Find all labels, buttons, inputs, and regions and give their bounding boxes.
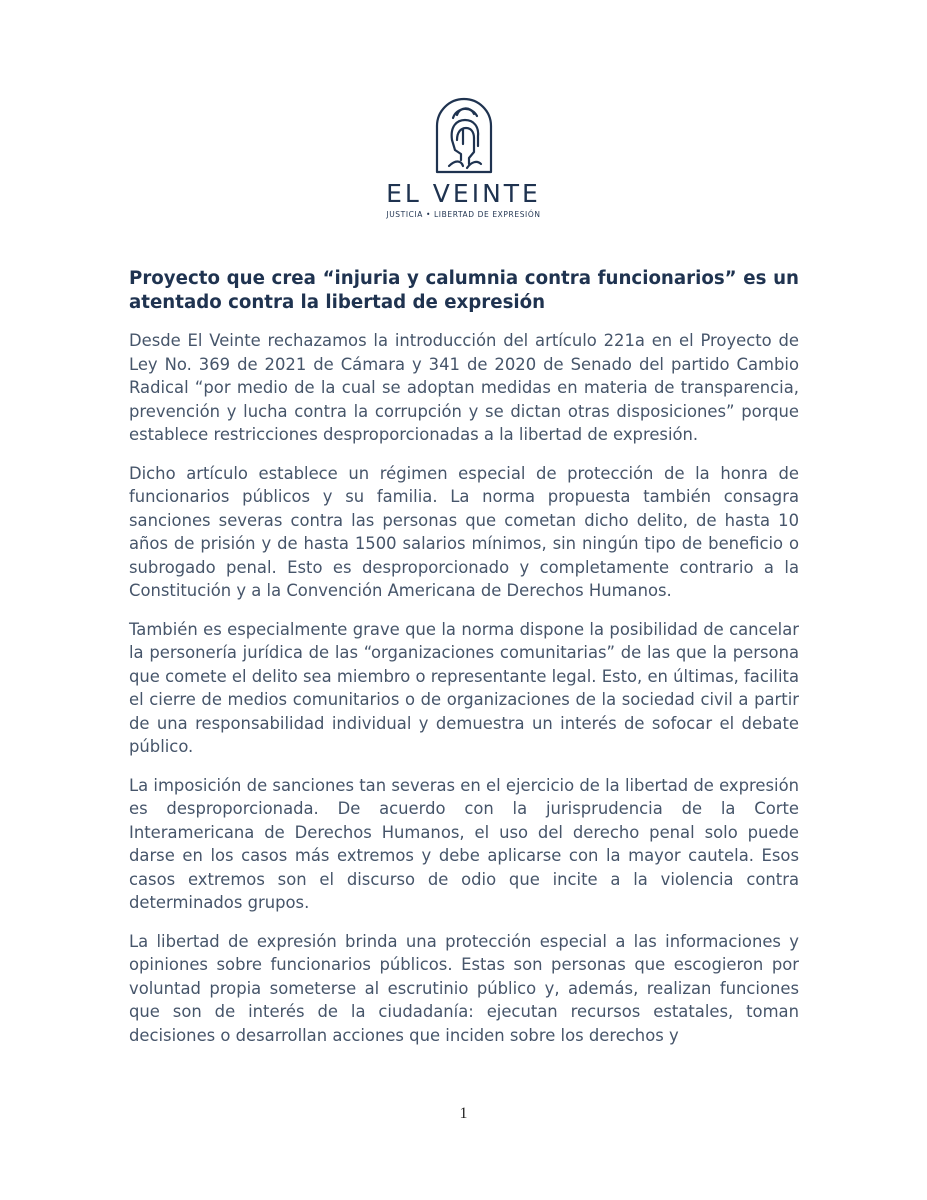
paragraph-1: Desde El Veinte rechazamos la introducción del artículo 221a en el Proyecto de Ley No. 369 de 2021 de Cámara y 341 de 2020 de Senado del partido Cambio Radical “por medio de la cual se adoptan medidas en materia de transparencia, prevención y lucha contra la corrupción y se dictan otras disposiciones” porque establece restricciones desproporcionadas a la libertad de expresión. xyxy=(129,331,799,444)
paragraph-4: La imposición de sanciones tan severas en el ejercicio de la libertad de expresión es desproporcionada. De acuerdo con la jurisprudencia de la Corte Interamericana de Derechos Humanos, el uso del derecho penal solo puede darse en los casos más extremos y debe aplicarse con la mayor cautela. Esos casos extremos son el discurso de odio que incite a la violencia contra determinados grupos. xyxy=(129,775,799,912)
paragraph-2: Dicho artículo establece un régimen especial de protección de la honra de funcionarios públicos y su familia. La norma propuesta también consagra sanciones severas contra las personas que cometan dicho delito, de hasta 10 años de prisión y de hasta 1500 salarios mínimos, sin ningún tipo de beneficio o subrogado penal. Esto es desproporcionado y completamente contrario a la Constitución y a la Convención Americana de Derechos Humanos. xyxy=(129,463,799,600)
helmet-arch-logo-icon xyxy=(433,96,495,174)
org-tagline: JUSTICIA • LIBERTAD DE EXPRESIÓN xyxy=(386,210,541,219)
page-number: 1 xyxy=(459,1105,468,1122)
paragraph-3: También es especialmente grave que la norma dispone la posibilidad de cancelar la personería jurídica de las “organizaciones comunitarias” de las que la persona que comete el delito sea miembro o representante legal. Esto, en últimas, facilita el cierre de medios comunitarios o de organizaciones de la sociedad civil a partir de una responsabilidad individual y demuestra un interés de sofocar el debate público. xyxy=(129,619,799,756)
document-body xyxy=(129,267,799,1062)
paragraph-5: La libertad de expresión brinda una protección especial a las informaciones y opiniones sobre funcionarios públicos. Estas son personas que escogieron por voluntad propia someterse al escrutinio público y, además, realizan funciones que son de interés de la ciudadanía: ejecutan recursos estatales, toman decisiones o desarrollan acciones que inciden sobre los derechos y xyxy=(129,931,799,1045)
document-title: Proyecto que crea “injuria y calumnia contra funcionarios” es un atentado contra la libertad de expresión xyxy=(129,268,799,313)
org-logo xyxy=(0,96,927,220)
org-name: EL VEINTE xyxy=(386,179,541,208)
